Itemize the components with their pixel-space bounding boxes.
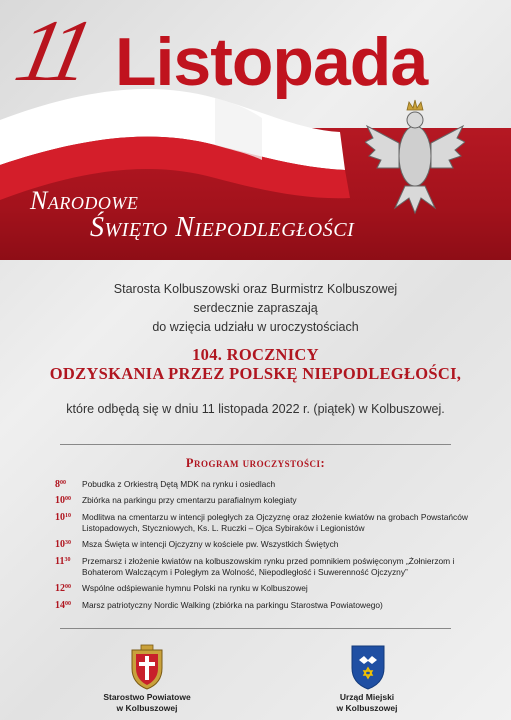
day-number: 11 bbox=[7, 3, 94, 100]
program-desc: Wspólne odśpiewanie hymnu Polski na rynku w Kolbuszowej bbox=[82, 583, 308, 593]
county-coat-of-arms-icon bbox=[127, 644, 167, 690]
divider bbox=[60, 444, 451, 445]
date-line: które odbędą się w dniu 11 listopada 2022 r. (piątek) w Kolbuszowej. bbox=[66, 402, 445, 416]
title-narodowe: Narodowe bbox=[30, 186, 139, 215]
white-eagle-emblem-icon bbox=[365, 98, 465, 218]
starostwo-label-line: Starostwo Powiatowe bbox=[103, 692, 191, 702]
divider bbox=[60, 628, 451, 629]
program-time: $8^{00}$ bbox=[55, 479, 66, 490]
invitation-line: Starosta Kolbuszowski oraz Burmistrz Kolbuszowej bbox=[113, 282, 398, 296]
program-desc: Msza Święta w intencji Ojczyzny w kościele pw. Wszystkich Świętych bbox=[82, 539, 339, 549]
urzad-label-line: Urząd Miejski bbox=[339, 692, 395, 702]
program-desc: Przemarsz i złożenie kwiatów na kolbuszowskim rynku przed pomnikiem poświęconym „Żołnierzom i Bohaterom Walczącym i Poległym za Wolność, Niepodległość i Suwerenność Ojczyzny” bbox=[82, 556, 455, 577]
month-title: Listopada bbox=[115, 24, 428, 100]
program-time: $10^{00}$ bbox=[55, 495, 71, 506]
program-desc: Marsz patriotyczny Nordic Walking (zbiórka na parkingu Starostwa Powiatowego) bbox=[82, 600, 383, 610]
program-time: $14^{00}$ bbox=[55, 600, 71, 611]
invitation-text bbox=[0, 280, 511, 337]
program-time: $10^{30}$ bbox=[55, 539, 71, 550]
anniversary-line: ODZYSKANIA PRZEZ POLSKĘ NIEPODLEGŁOŚCI, bbox=[49, 364, 462, 383]
program-title: Program uroczystości: bbox=[185, 456, 326, 470]
anniversary-heading bbox=[0, 345, 511, 383]
starostwo-label-line: w Kolbuszowej bbox=[116, 703, 178, 713]
program-time: $10^{10}$ bbox=[55, 512, 71, 523]
invitation-line: serdecznie zapraszają bbox=[193, 301, 318, 315]
program-desc: Modlitwa na cmentarzu w intencji poległych za Ojczyznę oraz złożenie kwiatów na grobach Powstańców Listopadowych, Styczniowych, Ks. L. Ruczki – Ojca Sybiraków i Legionistów bbox=[82, 512, 468, 533]
title-swieto-niepodleglosci: Święto Niepodległości bbox=[90, 212, 355, 243]
program-desc: Pobudka z Orkiestrą Dętą MDK na rynku i osiedlach bbox=[82, 479, 276, 489]
invitation-line: do wzięcia udziału w uroczystościach bbox=[152, 320, 359, 334]
program-time: $12^{00}$ bbox=[55, 583, 71, 594]
urzad-miejski-label bbox=[292, 692, 442, 714]
urzad-label-line: w Kolbuszowej bbox=[336, 703, 398, 713]
starostwo-label bbox=[72, 692, 222, 714]
town-coat-of-arms-icon bbox=[348, 644, 388, 690]
program-desc: Zbiórka na parkingu przy cmentarzu parafialnym kolegiaty bbox=[82, 495, 297, 505]
anniversary-line: 104. ROCZNICY bbox=[192, 345, 319, 364]
program-time: $11^{30}$ bbox=[55, 556, 71, 567]
